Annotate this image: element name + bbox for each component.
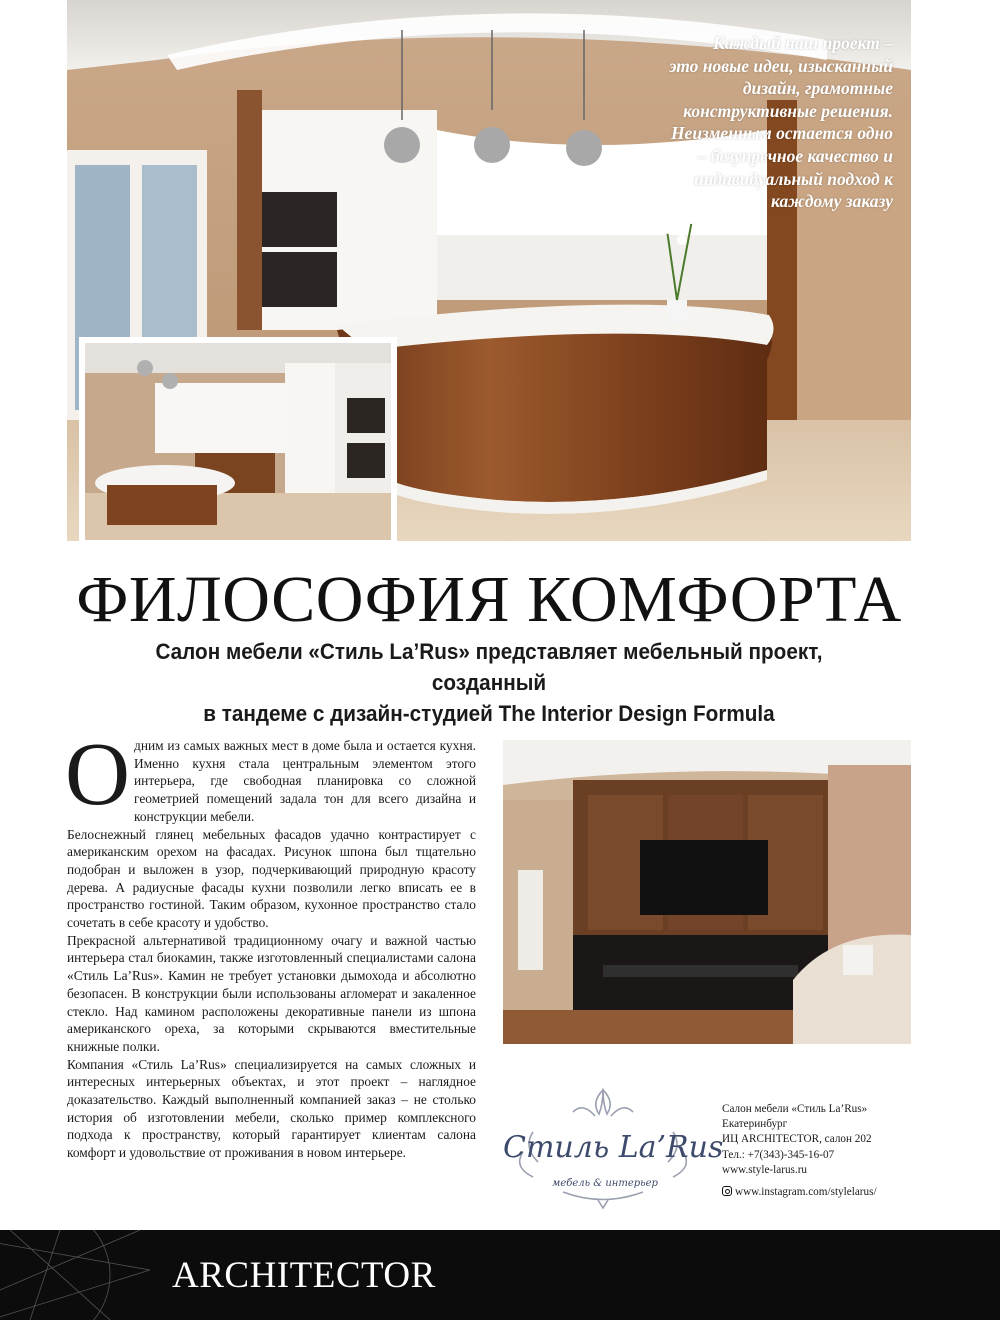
instagram-icon — [722, 1186, 732, 1196]
kitchen-inset-photo — [79, 337, 397, 541]
paragraph-3: Прекрасной альтернативой традиционному очагу и важной частью интерьера стал биокамин, также изготовленный специалистами салона «Стиль La’Rus». Камин не требует установки дымохода и абсолютно безопасен. В конструкции были использованы агломерат и закаленное стекло. Над камином расположены декоративные панели из шпона американского ореха, за которыми скрываются вместительные книжные полки. — [67, 932, 476, 1054]
contact-address: ИЦ ARCHITECTOR, салон 202 — [722, 1133, 872, 1146]
article-title: ФИЛОСОФИЯ КОМФОРТА — [76, 563, 902, 636]
hero-quote: Каждый наш проект – это новые идеи, изысканный дизайн, грамотные конструктивные решения. Неизменным остается одно – безупречное качество и индивидуальный подход к каждому заказу — [669, 33, 893, 212]
magazine-title: ARCHITECTOR — [172, 1255, 436, 1296]
paragraph-1-text: дним из самых важных мест в доме была и остается кухня. Именно кухня стала центральным элементом этого интерьера, где свободная планировка со сложной геометрией помещений задала тон для всего дизайна и конструкции мебели. — [134, 738, 476, 824]
contact-city: Екатеринбург — [722, 1118, 788, 1131]
contact-info — [722, 1102, 922, 1178]
instagram-url[interactable]: www.instagram.com/stylelarus/ — [735, 1186, 877, 1198]
kitchen-inset-illustration — [85, 343, 391, 540]
article-body — [65, 725, 476, 1162]
kitchen-photo — [67, 0, 911, 541]
paragraph-1 — [65, 725, 476, 826]
contact-salon: Салон мебели «Стиль La’Rus» — [722, 1103, 868, 1115]
living-room-photo — [503, 740, 911, 1044]
paragraph-2: Белоснежный глянец мебельных фасадов удачно контрастирует с американским орехом на фасадах. Рисунок шпона был тщательно подобран и выложен в узор, подчеркивающий природную красоту дерева. А радиусные фасады кухни позволили легко вписать ее в пространство гостиной. Таким образом, кухонное пространство стало сочетать в себе красоту и удобство. — [67, 826, 476, 931]
logo-tagline: мебель & интерьер — [552, 1178, 658, 1189]
article-subtitle — [101, 636, 877, 729]
paragraph-4: Компания «Стиль La’Rus» специализируется на самых сложных и интересных интерьерных объектах, и этот проект – наглядное доказательство. Каждый выполненный компанией заказ – не столько история об изготовлении мебели, сколько пример комплексного подхода к пространству, который гарантирует клиентам салона комфорт и удовольствие от проживания в новом интерьере. — [67, 1056, 476, 1161]
logo-name: Стиль La’Rus — [503, 1130, 724, 1165]
subtitle-line-1: Салон мебели «Стиль La’Rus» представляет мебельный проект, созданный — [155, 639, 823, 695]
style-larus-logo — [503, 1082, 724, 1212]
contact-website[interactable]: www.style-larus.ru — [722, 1163, 808, 1176]
subtitle-line-2: в тандеме с дизайн-студией The Interior Design Formula — [203, 701, 775, 726]
living-room-illustration — [503, 740, 911, 1044]
footer-geometric-ornament — [0, 1230, 160, 1320]
contact-phone: Тел.: +7(343)-345-16-07 — [722, 1148, 835, 1161]
drop-cap: О — [65, 725, 130, 824]
instagram-link[interactable] — [722, 1185, 922, 1199]
footer-bar — [0, 1230, 1000, 1320]
